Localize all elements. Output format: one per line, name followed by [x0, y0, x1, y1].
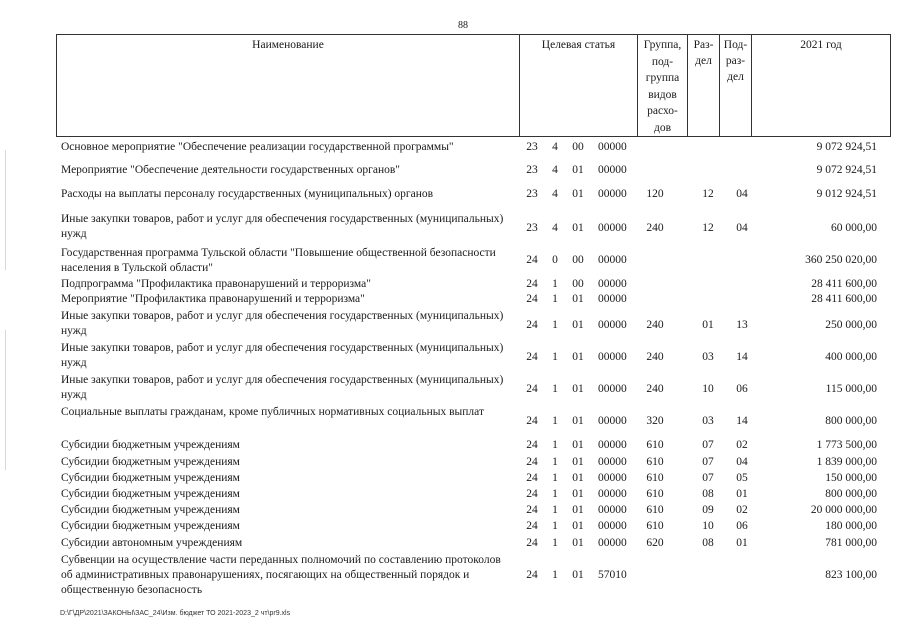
- row-target-code-2: 0: [552, 254, 558, 266]
- row-target-code-3: 01: [572, 569, 584, 581]
- row-name: Государственная программа Тульской области "Повышение общественной безопасности населения в Тульской области": [61, 247, 496, 274]
- row-target-code-3: 01: [572, 504, 584, 516]
- row-target-code-4: 00000: [598, 254, 627, 266]
- row-subsection: 04: [736, 456, 748, 468]
- row-target-code-2: 1: [552, 351, 558, 363]
- row-expense-group: 610: [646, 520, 664, 532]
- row-name: Иные закупки товаров, работ и услуг для обеспечения государственных (муниципальных) нужд: [61, 342, 504, 369]
- row-expense-group: 240: [646, 222, 664, 234]
- row-amount: 28 411 600,00: [811, 293, 877, 305]
- row-target-code-1: 24: [526, 319, 538, 331]
- row-amount: 9 072 924,51: [816, 164, 877, 176]
- footer-file-path: D:\Г\ДР\2021\ЗАКОНЫ\ЗАС_24\Изм. бюджет ТО 2021-2023_2 чт\pr9.xls: [60, 610, 291, 617]
- header-expense-group-line: Группа,: [643, 39, 682, 51]
- row-target-code-3: 00: [572, 141, 584, 153]
- row-target-code-4: 00000: [598, 319, 627, 331]
- row-target-code-3: 01: [572, 537, 584, 549]
- row-name: Субсидии бюджетным учреждениям: [61, 520, 240, 532]
- row-target-code-1: 24: [526, 472, 538, 484]
- header-year: 2021 год: [752, 35, 891, 137]
- row-target-code-3: 00: [572, 278, 584, 290]
- row-name: Иные закупки товаров, работ и услуг для обеспечения государственных (муниципальных) нужд: [61, 374, 504, 401]
- row-amount: 800 000,00: [825, 488, 877, 500]
- row-name: Субсидии бюджетным учреждениям: [61, 472, 240, 484]
- row-target-code-1: 23: [526, 141, 538, 153]
- row-section: 08: [702, 488, 714, 500]
- row-target-code-4: 00000: [598, 415, 627, 427]
- row-name: Основное мероприятие "Обеспечение реализации государственной программы": [61, 141, 454, 153]
- row-target-code-3: 01: [572, 383, 584, 395]
- row-target-code-2: 1: [552, 537, 558, 549]
- row-amount: 360 250 020,00: [805, 254, 877, 266]
- row-target-code-3: 01: [572, 293, 584, 305]
- row-target-code-1: 23: [526, 164, 538, 176]
- row-target-code-3: 01: [572, 439, 584, 451]
- row-target-code-4: 00000: [598, 293, 627, 305]
- row-target-code-2: 1: [552, 488, 558, 500]
- row-name: Подпрограмма "Профилактика правонарушений и терроризма": [61, 278, 371, 290]
- row-target-code-2: 4: [552, 188, 558, 200]
- row-expense-group: 240: [646, 383, 664, 395]
- header-subsection-line: Под-: [723, 39, 748, 51]
- row-subsection: 04: [736, 222, 748, 234]
- row-subsection: 04: [736, 188, 748, 200]
- row-amount: 180 000,00: [825, 520, 877, 532]
- header-expense-group-line: расхо-: [647, 105, 678, 117]
- row-subsection: 05: [736, 472, 748, 484]
- row-subsection: 06: [736, 520, 748, 532]
- row-section: 07: [702, 472, 714, 484]
- row-target-code-3: 01: [572, 164, 584, 176]
- header-subsection-line: раз-: [725, 55, 746, 67]
- row-subsection: 01: [736, 537, 748, 549]
- header-subsection-line: дел: [727, 71, 744, 83]
- row-target-code-2: 1: [552, 415, 558, 427]
- row-name: Иные закупки товаров, работ и услуг для обеспечения государственных (муниципальных) нужд: [61, 310, 504, 337]
- header-section-line: Раз-: [693, 39, 714, 51]
- row-section: 12: [702, 188, 714, 200]
- row-name: Субсидии автономным учреждениям: [61, 537, 243, 549]
- row-target-code-3: 01: [572, 520, 584, 532]
- row-target-code-4: 00000: [598, 537, 627, 549]
- row-target-code-3: 01: [572, 351, 584, 363]
- row-target-code-3: 01: [572, 188, 584, 200]
- row-name: Субсидии бюджетным учреждениям: [61, 439, 240, 451]
- row-target-code-4: 00000: [598, 141, 627, 153]
- row-section: 07: [702, 456, 714, 468]
- row-subsection: 02: [736, 439, 748, 451]
- row-expense-group: 320: [646, 415, 664, 427]
- row-target-code-3: 01: [572, 456, 584, 468]
- row-target-code-2: 4: [552, 164, 558, 176]
- row-section: 08: [702, 537, 714, 549]
- row-expense-group: 620: [646, 537, 664, 549]
- row-target-code-2: 1: [552, 439, 558, 451]
- row-target-code-2: 1: [552, 472, 558, 484]
- row-section: 03: [702, 415, 714, 427]
- row-target-code-4: 00000: [598, 520, 627, 532]
- row-amount: 115 000,00: [825, 383, 877, 395]
- row-target-code-1: 24: [526, 439, 538, 451]
- row-target-code-3: 01: [572, 488, 584, 500]
- row-target-code-4: 00000: [598, 188, 627, 200]
- row-amount: 20 000 000,00: [810, 504, 877, 516]
- row-amount: 1 773 500,00: [816, 439, 877, 451]
- row-amount: 800 000,00: [825, 415, 877, 427]
- row-amount: 1 839 000,00: [816, 456, 877, 468]
- row-target-code-1: 24: [526, 488, 538, 500]
- row-target-code-3: 01: [572, 472, 584, 484]
- row-target-code-2: 1: [552, 278, 558, 290]
- row-expense-group: 120: [646, 188, 664, 200]
- row-target-code-1: 24: [526, 254, 538, 266]
- row-amount: 823 100,00: [825, 569, 877, 581]
- row-target-code-4: 00000: [598, 278, 627, 290]
- row-name: Иные закупки товаров, работ и услуг для обеспечения государственных (муниципальных) нужд: [61, 213, 504, 240]
- row-expense-group: 610: [646, 488, 664, 500]
- row-expense-group: 240: [646, 351, 664, 363]
- row-target-code-2: 1: [552, 319, 558, 331]
- row-target-code-4: 00000: [598, 488, 627, 500]
- row-target-code-3: 00: [572, 254, 584, 266]
- row-amount: 9 072 924,51: [816, 141, 877, 153]
- row-amount: 150 000,00: [825, 472, 877, 484]
- row-target-code-1: 24: [526, 278, 538, 290]
- row-expense-group: 610: [646, 504, 664, 516]
- row-section: 03: [702, 351, 714, 363]
- row-target-code-4: 00000: [598, 164, 627, 176]
- row-target-code-3: 01: [572, 415, 584, 427]
- row-expense-group: 610: [646, 439, 664, 451]
- row-subsection: 14: [736, 351, 748, 363]
- row-target-code-4: 57010: [598, 569, 627, 581]
- row-target-code-4: 00000: [598, 383, 627, 395]
- row-amount: 28 411 600,00: [811, 278, 877, 290]
- row-target-code-1: 24: [526, 351, 538, 363]
- row-section: 07: [702, 439, 714, 451]
- row-subsection: 01: [736, 488, 748, 500]
- row-subsection: 02: [736, 504, 748, 516]
- row-target-code-1: 24: [526, 456, 538, 468]
- row-expense-group: 240: [646, 319, 664, 331]
- row-name: Субсидии бюджетным учреждениям: [61, 488, 240, 500]
- row-subsection: 14: [736, 415, 748, 427]
- header-target-article: Целевая статья: [520, 35, 638, 137]
- row-target-code-4: 00000: [598, 222, 627, 234]
- row-name: Расходы на выплаты персоналу государственных (муниципальных) органов: [61, 188, 434, 200]
- row-target-code-4: 00000: [598, 504, 627, 516]
- header-expense-group-line: под-: [651, 55, 674, 68]
- row-target-code-1: 24: [526, 569, 538, 581]
- row-target-code-1: 24: [526, 415, 538, 427]
- row-target-code-2: 1: [552, 520, 558, 532]
- page-number: 88: [458, 20, 468, 31]
- row-target-code-1: 24: [526, 537, 538, 549]
- row-target-code-2: 1: [552, 569, 558, 581]
- header-expense-group-line: дов: [653, 121, 672, 134]
- row-section: 01: [702, 319, 714, 331]
- row-name: Субсидии бюджетным учреждениям: [61, 456, 240, 468]
- row-target-code-4: 00000: [598, 456, 627, 468]
- row-target-code-3: 01: [572, 319, 584, 331]
- row-target-code-2: 4: [552, 141, 558, 153]
- row-amount: 400 000,00: [825, 351, 877, 363]
- header-section-line: дел: [695, 55, 712, 67]
- row-target-code-2: 4: [552, 222, 558, 234]
- row-subsection: 06: [736, 383, 748, 395]
- row-target-code-4: 00000: [598, 439, 627, 451]
- row-name: Мероприятие "Обеспечение деятельности государственных органов": [61, 164, 400, 176]
- row-target-code-2: 1: [552, 504, 558, 516]
- row-target-code-1: 24: [526, 383, 538, 395]
- row-target-code-2: 1: [552, 456, 558, 468]
- row-section: 10: [702, 520, 714, 532]
- header-expense-group-line: группа: [645, 72, 680, 84]
- row-target-code-2: 1: [552, 383, 558, 395]
- row-name: Субсидии бюджетным учреждениям: [61, 504, 240, 516]
- header-expense-group-line: видов: [648, 88, 677, 101]
- row-section: 12: [702, 222, 714, 234]
- row-target-code-1: 24: [526, 520, 538, 532]
- header-name: Наименование: [57, 35, 520, 137]
- row-expense-group: 610: [646, 472, 664, 484]
- row-expense-group: 610: [646, 456, 664, 468]
- row-subsection: 13: [736, 319, 748, 331]
- row-target-code-1: 24: [526, 504, 538, 516]
- row-section: 09: [702, 504, 714, 516]
- row-name: Мероприятие "Профилактика правонарушений и терроризма": [61, 293, 365, 305]
- row-target-code-3: 01: [572, 222, 584, 234]
- row-amount: 9 012 924,51: [816, 188, 877, 200]
- row-target-code-4: 00000: [598, 351, 627, 363]
- row-name: Субвенции на осуществление части переданных полномочий по составлению протоколов об административных правонарушениях, посягающих на общественный порядок и общественную безопасность: [61, 554, 501, 596]
- row-target-code-1: 23: [526, 188, 538, 200]
- row-target-code-4: 00000: [598, 472, 627, 484]
- row-section: 10: [702, 383, 714, 395]
- row-name: Социальные выплаты гражданам, кроме публичных нормативных социальных выплат: [61, 406, 484, 418]
- row-amount: 250 000,00: [825, 319, 877, 331]
- row-target-code-1: 23: [526, 222, 538, 234]
- row-target-code-1: 24: [526, 293, 538, 305]
- row-amount: 781 000,00: [825, 537, 877, 549]
- row-target-code-2: 1: [552, 293, 558, 305]
- row-amount: 60 000,00: [831, 222, 877, 234]
